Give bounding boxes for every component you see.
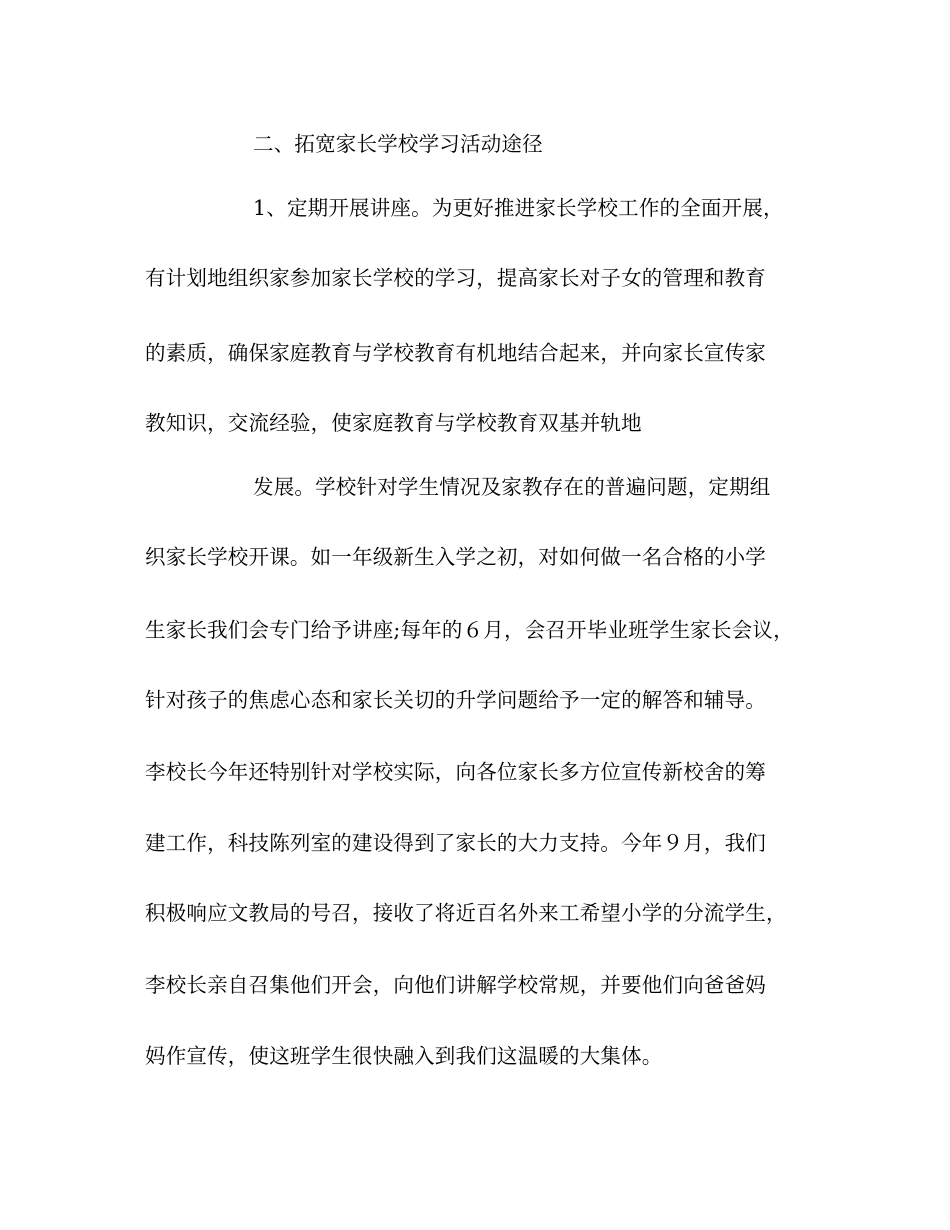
paragraph-line: 针对孩子的焦虑心态和家长关切的升学问题给予一定的解答和辅导。 <box>145 688 766 712</box>
paragraph-line: 李校长亲自召集他们开会，向他们讲解学校常规，并要他们向爸爸妈 <box>145 973 766 997</box>
paragraph-line: 妈作宣传，使这班学生很快融入到我们这温暖的大集体。 <box>145 1044 663 1068</box>
paragraph-line: 发展。学校针对学生情况及家教存在的普遍问题，定期组 <box>253 475 771 499</box>
paragraph-line: 1、定期开展讲座。为更好推进家长学校工作的全面开展， <box>253 196 784 220</box>
section-heading: 二、拓宽家长学校学习活动途径 <box>253 132 543 156</box>
paragraph-line: 有计划地组织家参加家长学校的学习，提高家长对子女的管理和教育 <box>145 266 766 290</box>
paragraph-line: 积极响应文教局的号召，接收了将近百名外来工希望小学的分流学生， <box>145 901 787 925</box>
paragraph-line: 教知识，交流经验，使家庭教育与学校教育双基并轨地 <box>145 411 642 435</box>
paragraph-line: 生家长我们会专门给予讲座;每年的６月，会召开毕业班学生家长会议， <box>145 618 794 642</box>
paragraph-line: 织家长学校开课。如一年级新生入学之初，对如何做一名合格的小学 <box>145 545 766 569</box>
paragraph-line: 李校长今年还特别针对学校实际，向各位家长多方位宣传新校舍的筹 <box>145 760 766 784</box>
paragraph-line: 的素质，确保家庭教育与学校教育有机地结合起来，并向家长宣传家 <box>145 341 766 365</box>
paragraph-line: 建工作，科技陈列室的建设得到了家长的大力支持。今年９月，我们 <box>145 831 766 855</box>
